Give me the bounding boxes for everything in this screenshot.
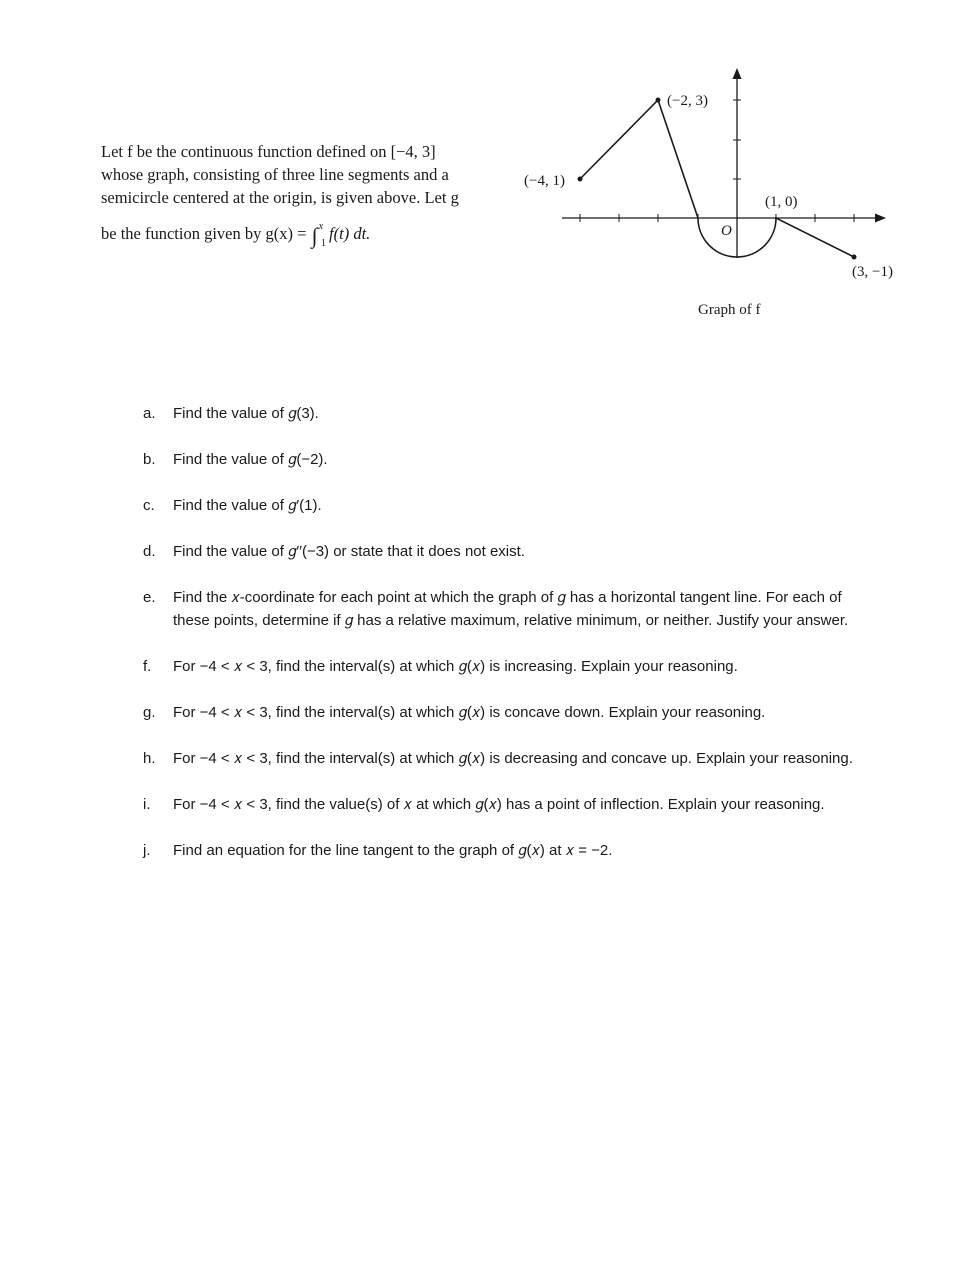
- graph-of-f: [0, 0, 979, 340]
- question-label: g.: [143, 704, 156, 721]
- question-label: j.: [143, 842, 151, 859]
- intro-line-2: whose graph, consisting of three line segments and a: [101, 165, 449, 184]
- question-text: Find the value of 𝑔(−2).: [173, 451, 328, 468]
- question-label: i.: [143, 796, 151, 813]
- x-axis-arrow: [875, 214, 886, 223]
- question-list: [143, 402, 863, 885]
- point-neg2-3: [656, 98, 661, 103]
- question-text: Find the 𝑥-coordinate for each point at which the graph of 𝑔 has a horizontal tangent line. For each of these points, determine if 𝑔 has a relative maximum, relative minimum, or neither. Justify your answer.: [173, 589, 849, 629]
- question-h: [143, 747, 863, 770]
- integrand: f(t) dt.: [329, 224, 371, 243]
- question-i: [143, 793, 863, 816]
- question-label: c.: [143, 497, 155, 514]
- question-c: [143, 494, 863, 517]
- question-f: [143, 655, 863, 678]
- integral-symbol: ∫: [311, 223, 318, 248]
- question-label: d.: [143, 543, 156, 560]
- question-a: [143, 402, 863, 425]
- question-text: For −4 < 𝑥 < 3, find the interval(s) at which 𝑔(𝑥) is decreasing and concave up. Explain your reasoning.: [173, 750, 853, 767]
- label-point-1-0: (1, 0): [765, 194, 798, 210]
- integral-upper-limit: x: [318, 221, 324, 232]
- point-neg4-1: [578, 177, 583, 182]
- question-b: [143, 448, 863, 471]
- y-axis-arrow: [733, 68, 742, 79]
- point-3-neg1: [852, 255, 857, 260]
- intro-line-3: semicircle centered at the origin, is given above. Let g: [101, 188, 459, 207]
- question-d: [143, 540, 863, 563]
- label-point-neg4-1: (−4, 1): [524, 173, 565, 189]
- question-text: For −4 < 𝑥 < 3, find the value(s) of 𝑥 at which 𝑔(𝑥) has a point of inflection. Explain your reasoning.: [173, 796, 825, 813]
- question-text: Find an equation for the line tangent to the graph of 𝑔(𝑥) at 𝑥 = −2.: [173, 842, 613, 859]
- question-text: For −4 < 𝑥 < 3, find the interval(s) at which 𝑔(𝑥) is concave down. Explain your reasoning.: [173, 704, 766, 721]
- label-point-3-neg1: (3, −1): [852, 264, 893, 280]
- question-label: f.: [143, 658, 152, 675]
- question-g: [143, 701, 863, 724]
- origin-label: O: [721, 223, 732, 239]
- question-e: [143, 586, 863, 632]
- f-curve: [580, 100, 854, 257]
- label-point-neg2-3: (−2, 3): [667, 93, 708, 109]
- question-text: For −4 < 𝑥 < 3, find the interval(s) at which 𝑔(𝑥) is increasing. Explain your reasoning.: [173, 658, 738, 675]
- graph-caption: Graph of f: [698, 302, 761, 318]
- g-definition-lhs: g(x) =: [265, 224, 307, 243]
- integral-lower-limit: 1: [321, 238, 327, 249]
- question-text: Find the value of 𝑔′(1).: [173, 497, 322, 514]
- question-j: [143, 839, 863, 862]
- question-label: e.: [143, 589, 156, 606]
- question-label: a.: [143, 405, 156, 422]
- question-text: Find the value of 𝑔′′(−3) or state that it does not exist.: [173, 543, 525, 560]
- intro-line-4-prefix: be the function given by: [101, 224, 262, 243]
- question-text: Find the value of 𝑔(3).: [173, 405, 319, 422]
- intro-line-1: Let f be the continuous function defined on [−4, 3]: [101, 142, 436, 161]
- question-label: b.: [143, 451, 156, 468]
- question-label: h.: [143, 750, 156, 767]
